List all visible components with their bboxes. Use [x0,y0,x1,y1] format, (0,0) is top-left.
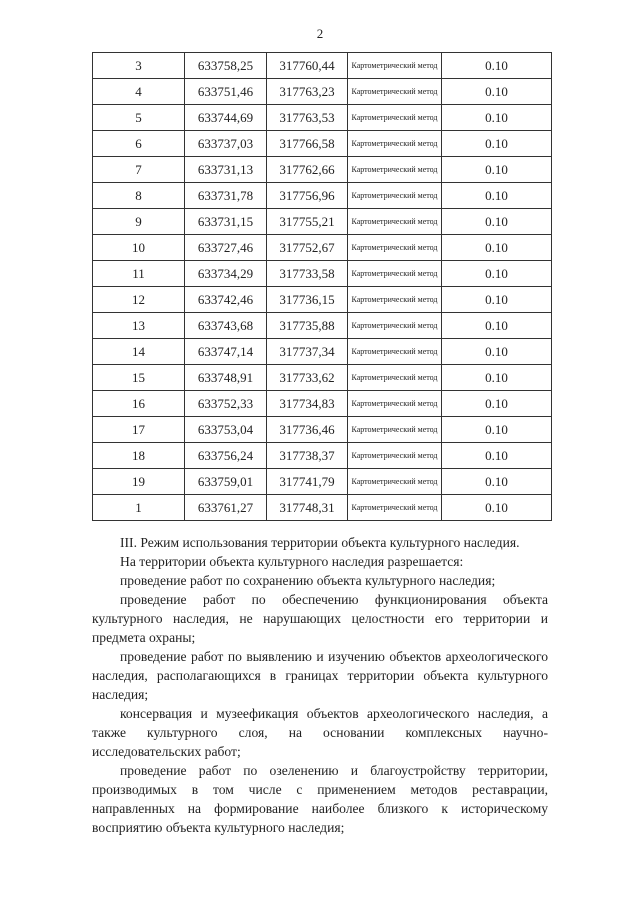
x-coordinate-cell: 633761,27 [185,495,267,521]
point-number-cell: 14 [93,339,185,365]
accuracy-cell: 0.10 [442,391,552,417]
x-coordinate-cell: 633756,24 [185,443,267,469]
x-coordinate-cell: 633734,29 [185,261,267,287]
point-number-cell: 9 [93,209,185,235]
method-cell: Картометрический метод [348,157,442,183]
accuracy-cell: 0.10 [442,157,552,183]
section-item: консервация и музеефикация объектов археологического наследия, а также культурного слоя, на основании комплексных научно-исследовательских работ; [92,706,548,759]
point-number-cell: 15 [93,365,185,391]
x-coordinate-cell: 633743,68 [185,313,267,339]
x-coordinate-cell: 633731,15 [185,209,267,235]
method-cell: Картометрический метод [348,417,442,443]
section-intro: На территории объекта культурного наследия разрешается: [120,554,464,569]
method-cell: Картометрический метод [348,443,442,469]
section-heading: III. Режим использования территории объекта культурного наследия. [120,535,520,550]
accuracy-cell: 0.10 [442,495,552,521]
y-coordinate-cell: 317734,83 [267,391,348,417]
point-number-cell: 3 [93,53,185,79]
x-coordinate-cell: 633758,25 [185,53,267,79]
point-number-cell: 18 [93,443,185,469]
table-row [93,365,552,391]
accuracy-cell: 0.10 [442,365,552,391]
method-cell: Картометрический метод [348,79,442,105]
y-coordinate-cell: 317760,44 [267,53,348,79]
page-number: 2 [316,26,324,41]
method-cell: Картометрический метод [348,339,442,365]
table-row [93,339,552,365]
coordinates-table [92,52,552,521]
table-row [93,495,552,521]
table-row [93,261,552,287]
method-cell: Картометрический метод [348,209,442,235]
method-cell: Картометрический метод [348,183,442,209]
section-item: проведение работ по обеспечению функционирования объекта культурного наследия, не нарушающих целостности его территории и предмета охраны; [92,592,548,645]
accuracy-cell: 0.10 [442,235,552,261]
point-number-cell: 10 [93,235,185,261]
point-number-cell: 19 [93,469,185,495]
accuracy-cell: 0.10 [442,287,552,313]
point-number-cell: 5 [93,105,185,131]
section-item: проведение работ по сохранению объекта культурного наследия; [120,573,496,588]
section-item: проведение работ по озеленению и благоустройству территории, производимых в том числе с применением методов реставрации, направленных на формирование наиболее близкого к историческому восприятию объекта культурного наследия; [92,763,548,835]
accuracy-cell: 0.10 [442,339,552,365]
method-cell: Картометрический метод [348,131,442,157]
point-number-cell: 16 [93,391,185,417]
coordinates-table-body [93,53,552,521]
table-row [93,313,552,339]
method-cell: Картометрический метод [348,105,442,131]
y-coordinate-cell: 317741,79 [267,469,348,495]
y-coordinate-cell: 317738,37 [267,443,348,469]
method-cell: Картометрический метод [348,287,442,313]
accuracy-cell: 0.10 [442,469,552,495]
y-coordinate-cell: 317735,88 [267,313,348,339]
accuracy-cell: 0.10 [442,261,552,287]
point-number-cell: 13 [93,313,185,339]
y-coordinate-cell: 317748,31 [267,495,348,521]
x-coordinate-cell: 633731,13 [185,157,267,183]
table-row [93,469,552,495]
table-row [93,417,552,443]
accuracy-cell: 0.10 [442,131,552,157]
x-coordinate-cell: 633753,04 [185,417,267,443]
y-coordinate-cell: 317755,21 [267,209,348,235]
accuracy-cell: 0.10 [442,209,552,235]
table-row [93,183,552,209]
accuracy-cell: 0.10 [442,417,552,443]
point-number-cell: 17 [93,417,185,443]
table-row [93,287,552,313]
x-coordinate-cell: 633737,03 [185,131,267,157]
x-coordinate-cell: 633748,91 [185,365,267,391]
y-coordinate-cell: 317766,58 [267,131,348,157]
y-coordinate-cell: 317763,53 [267,105,348,131]
point-number-cell: 7 [93,157,185,183]
x-coordinate-cell: 633752,33 [185,391,267,417]
method-cell: Картометрический метод [348,495,442,521]
y-coordinate-cell: 317762,66 [267,157,348,183]
accuracy-cell: 0.10 [442,183,552,209]
table-row [93,235,552,261]
x-coordinate-cell: 633727,46 [185,235,267,261]
table-row [93,443,552,469]
table-row [93,79,552,105]
x-coordinate-cell: 633759,01 [185,469,267,495]
method-cell: Картометрический метод [348,365,442,391]
section-text [92,533,548,837]
y-coordinate-cell: 317736,46 [267,417,348,443]
table-row [93,131,552,157]
table-row [93,157,552,183]
accuracy-cell: 0.10 [442,105,552,131]
y-coordinate-cell: 317737,34 [267,339,348,365]
y-coordinate-cell: 317733,62 [267,365,348,391]
x-coordinate-cell: 633751,46 [185,79,267,105]
x-coordinate-cell: 633747,14 [185,339,267,365]
method-cell: Картометрический метод [348,391,442,417]
point-number-cell: 11 [93,261,185,287]
accuracy-cell: 0.10 [442,53,552,79]
accuracy-cell: 0.10 [442,443,552,469]
y-coordinate-cell: 317763,23 [267,79,348,105]
accuracy-cell: 0.10 [442,79,552,105]
table-row [93,391,552,417]
method-cell: Картометрический метод [348,53,442,79]
point-number-cell: 12 [93,287,185,313]
table-row [93,53,552,79]
accuracy-cell: 0.10 [442,313,552,339]
point-number-cell: 8 [93,183,185,209]
section-item: проведение работ по выявлению и изучению объектов археологического наследия, располагающихся в границах территории объекта культурного наследия; [92,649,548,702]
x-coordinate-cell: 633731,78 [185,183,267,209]
y-coordinate-cell: 317756,96 [267,183,348,209]
table-row [93,209,552,235]
method-cell: Картометрический метод [348,469,442,495]
y-coordinate-cell: 317736,15 [267,287,348,313]
point-number-cell: 1 [93,495,185,521]
method-cell: Картометрический метод [348,235,442,261]
point-number-cell: 6 [93,131,185,157]
point-number-cell: 4 [93,79,185,105]
x-coordinate-cell: 633742,46 [185,287,267,313]
x-coordinate-cell: 633744,69 [185,105,267,131]
y-coordinate-cell: 317733,58 [267,261,348,287]
method-cell: Картометрический метод [348,261,442,287]
table-row [93,105,552,131]
y-coordinate-cell: 317752,67 [267,235,348,261]
method-cell: Картометрический метод [348,313,442,339]
